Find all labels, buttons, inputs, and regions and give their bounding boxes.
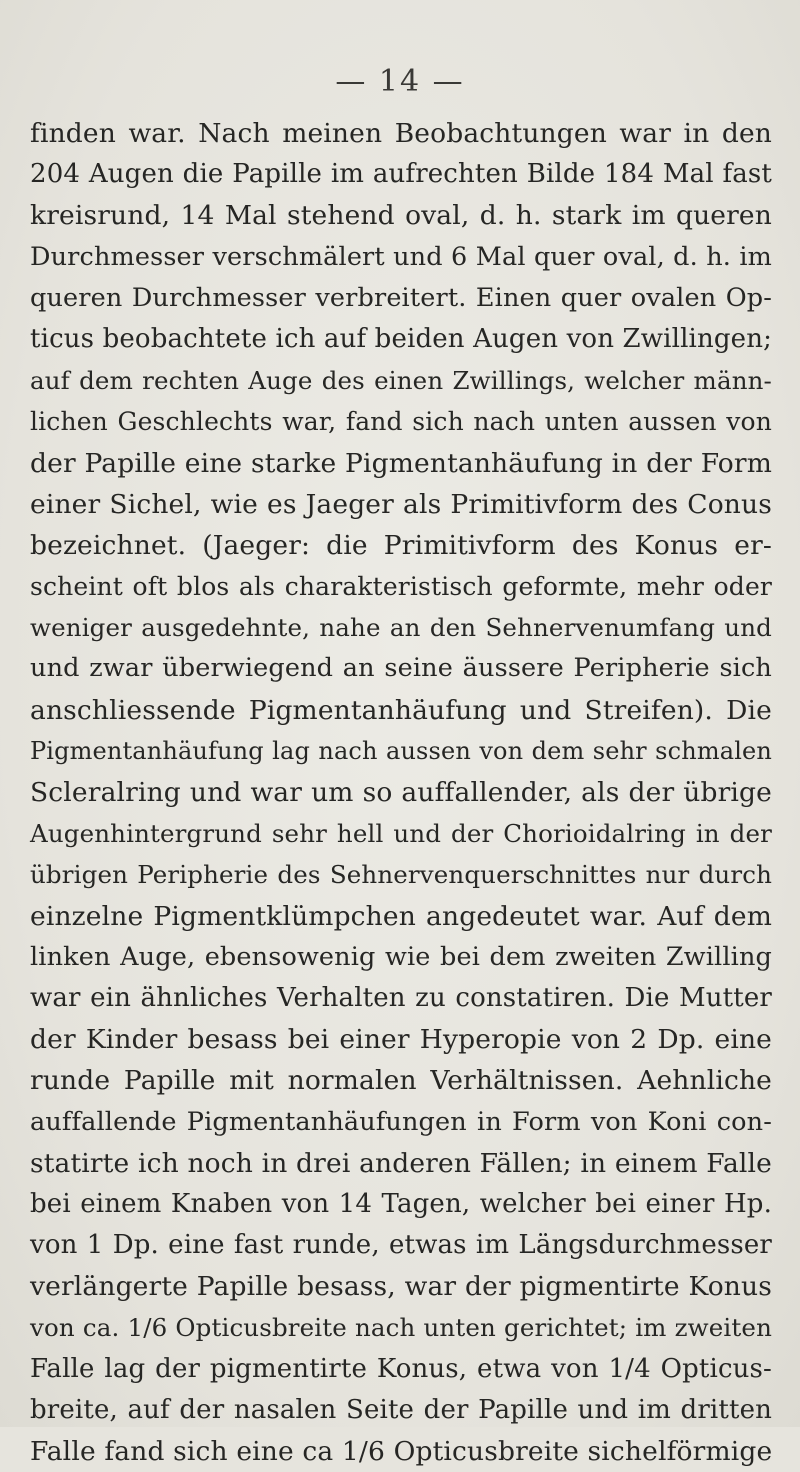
text-line: finden war. Nach meinen Beobachtungen war in den	[30, 118, 772, 149]
text-line: übrigen Peripherie des Sehnervenquerschnittes nur durch	[30, 860, 772, 890]
text-line: verlängerte Papille besass, war der pigmentirte Konus	[30, 1271, 772, 1303]
body-text	[30, 113, 772, 1472]
text-line: von 1 Dp. eine fast runde, etwas im Längsdurchmesser	[30, 1230, 772, 1261]
text-line: und zwar überwiegend an seine äussere Peripherie sich	[30, 653, 772, 684]
text-line: von ca. 1/6 Opticusbreite nach unten gerichtet; im zweiten	[30, 1313, 772, 1343]
page-number: — 14 —	[335, 64, 465, 99]
text-line: statirte ich noch in drei anderen Fällen; in einem Falle	[30, 1147, 772, 1179]
text-line: runde Papille mit normalen Verhältnissen. Aehnliche	[30, 1065, 772, 1097]
text-line: Falle lag der pigmentirte Konus, etwa von 1/4 Opticus-	[30, 1353, 772, 1384]
text-line: 204 Augen die Papille im aufrechten Bilde 184 Mal fast	[30, 159, 772, 190]
text-line: war ein ähnliches Verhalten zu constatiren. Die Mutter	[30, 982, 772, 1013]
text-line: Augenhintergrund sehr hell und der Chorioidalring in der	[30, 819, 772, 849]
text-line: bezeichnet. (Jaeger: die Primitivform des Konus er-	[30, 529, 772, 561]
text-line: breite, auf der nasalen Seite der Papille und im dritten	[30, 1394, 772, 1425]
text-line: Durchmesser verschmälert und 6 Mal quer oval, d. h. im	[30, 241, 772, 272]
text-line: Scleralring und war um so auffallender, als der übrige	[30, 777, 772, 808]
text-line: einer Sichel, wie es Jaeger als Primitivform des Conus	[30, 488, 772, 520]
text-line: queren Durchmesser verbreitert. Einen quer ovalen Op-	[30, 282, 772, 313]
text-line: auf dem rechten Auge des einen Zwillings, welcher männ-	[30, 366, 772, 396]
text-line: einzelne Pigmentklümpchen angedeutet war. Auf dem	[30, 900, 772, 932]
text-line: lichen Geschlechts war, fand sich nach unten aussen von	[30, 407, 772, 437]
text-line: bei einem Knaben von 14 Tagen, welcher bei einer Hp.	[30, 1188, 772, 1219]
text-line: scheint oft blos als charakteristisch geformte, mehr oder	[30, 572, 772, 602]
text-line: kreisrund, 14 Mal stehend oval, d. h. stark im queren	[30, 200, 772, 232]
text-line: der Kinder besass bei einer Hyperopie von 2 Dp. eine	[30, 1024, 772, 1056]
text-line: Falle fand sich eine ca 1/6 Opticusbreite sichelförmige	[30, 1436, 773, 1467]
text-line: auffallende Pigmentanhäufungen in Form von Koni con-	[30, 1106, 772, 1137]
text-line: der Papille eine starke Pigmentanhäufung in der Form	[30, 447, 772, 479]
text-line: anschliessende Pigmentanhäufung und Streifen). Die	[30, 694, 772, 726]
text-line: Pigmentanhäufung lag nach aussen von dem sehr schmalen	[30, 736, 772, 765]
text-line: linken Auge, ebensowenig wie bei dem zweiten Zwilling	[30, 941, 772, 972]
text-line: weniger ausgedehnte, nahe an den Sehnervenumfang und	[30, 613, 772, 643]
text-line: ticus beobachtete ich auf beiden Augen von Zwillingen;	[30, 323, 773, 354]
